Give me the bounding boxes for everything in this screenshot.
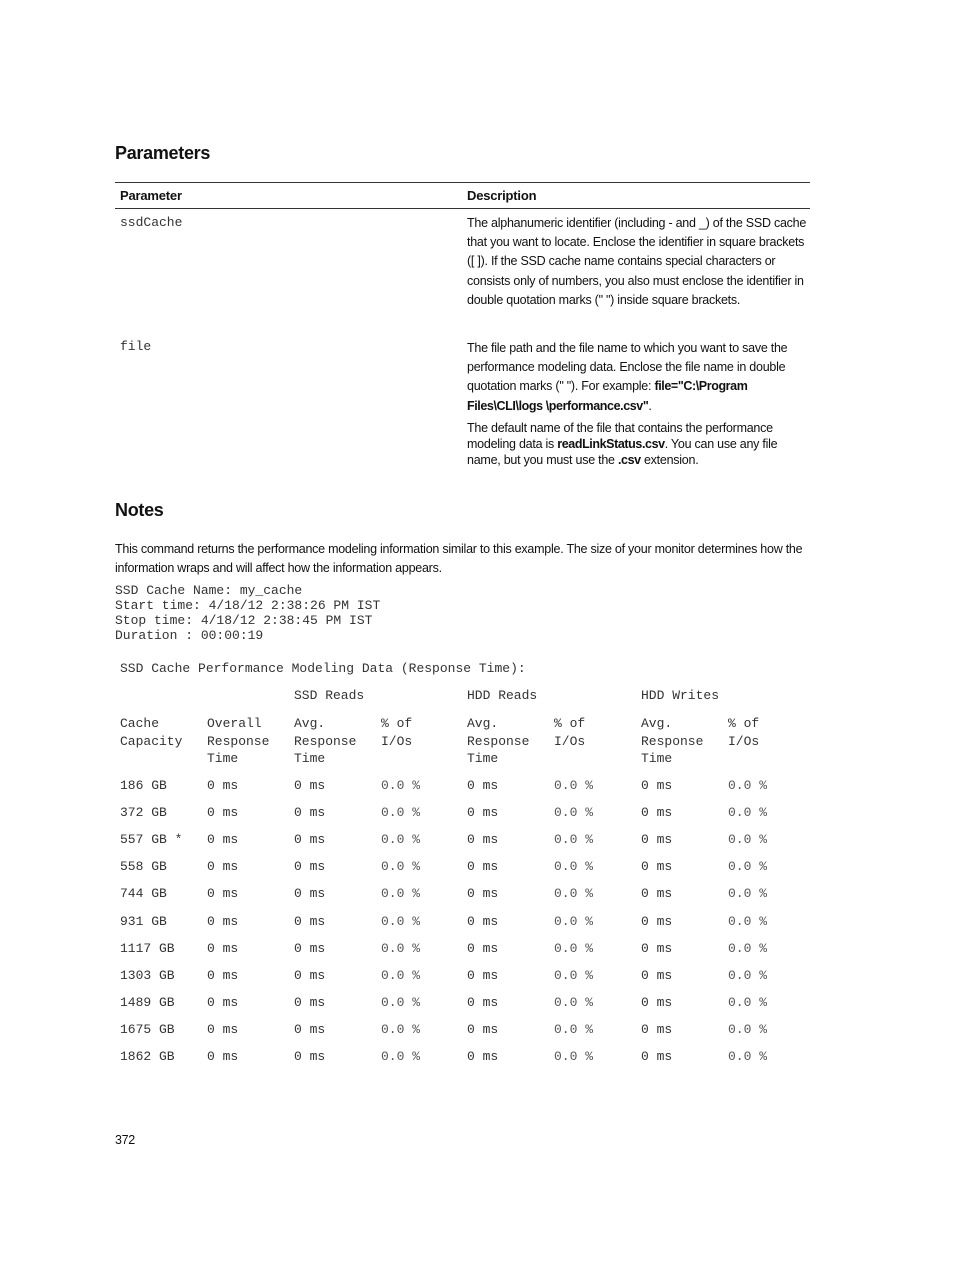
table-cell: 0.0 % — [728, 913, 768, 929]
example-file-value: file="C:\Program Files\CLI\logs \performance.csv" — [467, 379, 748, 413]
table-cell: 0 ms — [294, 994, 326, 1010]
table-cell: 0 ms — [207, 1021, 239, 1037]
table-cell: 0 ms — [207, 940, 239, 956]
example-output-code — [115, 583, 380, 643]
table-cell: 0.0 % — [554, 832, 594, 848]
table-cell: 0.0 % — [381, 859, 421, 875]
notes-heading: Notes — [115, 500, 164, 520]
table-row — [0, 859, 954, 879]
column-header: Overall Response Time — [207, 716, 270, 766]
table-cell: 0.0 % — [554, 859, 594, 875]
table-cell: 0.0 % — [728, 886, 768, 902]
table-cell: 0.0 % — [554, 886, 594, 902]
column-header: Avg. Response Time — [467, 716, 530, 766]
table-cell: 0 ms — [207, 859, 239, 875]
table-cell: 1675 GB — [120, 1021, 175, 1037]
parameter-column-header: Parameter — [120, 188, 182, 203]
table-cell: 0 ms — [641, 940, 673, 956]
column-header: Avg. Response Time — [294, 716, 357, 766]
table-cell: 0.0 % — [728, 994, 768, 1010]
table-cell: 0 ms — [641, 805, 673, 821]
table-cell: 0 ms — [207, 805, 239, 821]
param-desc-text: . — [648, 398, 652, 413]
table-cell: 557 GB * — [120, 832, 183, 848]
param-desc-text: The alphanumeric identifier (including - and _) of the SSD cache that you want to locate. Enclose the identifier in square brackets ([ ]). If the SSD cache name contains special characters or consists only of numbers, you also must enclose the identifier in double quotation marks (" ") inside square brackets. — [467, 216, 807, 307]
table-cell: 1862 GB — [120, 1049, 175, 1064]
table-cell: 0 ms — [207, 832, 239, 848]
parameters-table-header — [115, 183, 810, 209]
table-cell: 0 ms — [467, 994, 499, 1010]
table-cell: 0 ms — [207, 994, 239, 1010]
table-cell: 0.0 % — [728, 832, 768, 848]
table-cell: 0.0 % — [554, 967, 594, 983]
table-cell: 0 ms — [467, 967, 499, 983]
table-cell: 0 ms — [294, 913, 326, 929]
table-cell: 0.0 % — [554, 940, 594, 956]
table-cell: 0 ms — [467, 859, 499, 875]
table-row — [0, 832, 954, 852]
table-cell: 0 ms — [467, 778, 499, 793]
page-number: 372 — [115, 1133, 135, 1147]
table-cell: 0 ms — [207, 778, 239, 793]
table-row — [0, 995, 954, 1015]
perf-table-title: SSD Cache Performance Modeling Data (Response Time): — [120, 661, 526, 676]
table-cell: 0 ms — [467, 886, 499, 902]
table-row — [0, 1022, 954, 1042]
table-cell: 0 ms — [207, 886, 239, 902]
table-row — [0, 1049, 954, 1069]
table-cell: 0.0 % — [381, 940, 421, 956]
table-cell: 0 ms — [467, 913, 499, 929]
table-cell: 558 GB — [120, 859, 167, 875]
table-cell: 0 ms — [467, 1021, 499, 1037]
table-cell: 0 ms — [294, 1049, 326, 1064]
table-cell: 0.0 % — [728, 1021, 768, 1037]
parameters-table — [115, 182, 810, 468]
table-cell: 0 ms — [207, 967, 239, 983]
table-cell: 0.0 % — [728, 859, 768, 875]
param-name-file: file — [120, 339, 152, 354]
param-desc-ssdcache — [467, 214, 807, 310]
table-cell: 0 ms — [641, 913, 673, 929]
group-header-ssd-reads: SSD Reads — [294, 688, 365, 703]
param-desc-file-paragraph-1 — [467, 339, 807, 416]
table-cell: 0 ms — [467, 940, 499, 956]
parameters-heading: Parameters — [115, 143, 211, 163]
table-cell: 0 ms — [294, 805, 326, 821]
table-cell: 0.0 % — [381, 967, 421, 983]
column-header: % of I/Os — [381, 716, 413, 749]
param-desc-file — [467, 339, 807, 469]
param-desc-text: The file path and the file name to which you want to save the performance modeling data. Enclose the file name in double quotation marks (" "). For example: — [467, 341, 788, 394]
param-desc-text: extension. — [640, 453, 699, 468]
table-cell: 0 ms — [294, 886, 326, 902]
column-header: % of I/Os — [728, 716, 760, 749]
table-cell: 0 ms — [467, 1049, 499, 1064]
code-line: Start time: 4/18/12 2:38:26 PM IST — [115, 598, 381, 613]
table-row — [0, 968, 954, 988]
table-cell: 186 GB — [120, 778, 167, 793]
table-cell: 0.0 % — [554, 1049, 594, 1064]
table-cell: 0 ms — [207, 1049, 239, 1064]
table-cell: 0 ms — [641, 1049, 673, 1064]
description-column-header: Description — [467, 188, 537, 203]
table-cell: 0 ms — [641, 994, 673, 1010]
table-cell: 0 ms — [294, 967, 326, 983]
table-cell: 0.0 % — [381, 778, 421, 793]
column-header: % of I/Os — [554, 716, 586, 749]
table-cell: 0.0 % — [381, 1021, 421, 1037]
csv-extension: .csv — [617, 453, 641, 468]
table-cell: 0.0 % — [554, 913, 594, 929]
table-cell: 0 ms — [207, 913, 239, 929]
table-cell: 0.0 % — [381, 913, 421, 929]
table-cell: 0 ms — [641, 859, 673, 875]
table-row — [0, 886, 954, 906]
param-desc-file-paragraph-2 — [467, 420, 807, 469]
table-cell: 1489 GB — [120, 994, 175, 1010]
table-cell: 0.0 % — [554, 805, 594, 821]
table-row — [0, 778, 954, 798]
table-cell: 0 ms — [641, 886, 673, 902]
table-cell: 0 ms — [641, 967, 673, 983]
table-cell: 0.0 % — [728, 967, 768, 983]
table-cell: 0.0 % — [554, 994, 594, 1010]
table-cell: 0 ms — [467, 832, 499, 848]
table-cell: 0 ms — [294, 1021, 326, 1037]
table-cell: 0 ms — [641, 832, 673, 848]
notes-paragraph: This command returns the performance modeling information similar to this example. The size of your monitor determines how the information wraps and will affect how the information appears. — [115, 542, 803, 576]
table-cell: 0 ms — [467, 805, 499, 821]
table-cell: 0.0 % — [554, 1021, 594, 1037]
table-row — [0, 914, 954, 934]
table-cell: 0.0 % — [728, 1049, 768, 1064]
table-cell: 0.0 % — [381, 886, 421, 902]
table-cell: 0 ms — [294, 832, 326, 848]
table-row — [0, 805, 954, 825]
param-desc-text: The default name of the file that contains the performance modeling data is — [467, 420, 773, 452]
code-line: Duration : 00:00:19 — [115, 628, 264, 643]
code-line: SSD Cache Name: my_cache — [115, 583, 303, 598]
param-desc-text: . You can use any file name, but you must use the — [467, 437, 778, 468]
table-cell: 0.0 % — [381, 994, 421, 1010]
table-cell: 0.0 % — [728, 805, 768, 821]
table-cell: 0 ms — [641, 778, 673, 793]
table-cell: 0.0 % — [554, 778, 594, 793]
table-cell: 744 GB — [120, 886, 167, 902]
table-cell: 0.0 % — [728, 778, 768, 793]
table-cell: 1303 GB — [120, 967, 175, 983]
table-cell: 0 ms — [294, 859, 326, 875]
table-row — [0, 941, 954, 961]
default-file-name: readLinkStatus.csv — [557, 437, 665, 452]
table-cell: 931 GB — [120, 913, 167, 929]
table-cell: 372 GB — [120, 805, 167, 821]
table-cell: 0.0 % — [381, 805, 421, 821]
code-line: Stop time: 4/18/12 2:38:45 PM IST — [115, 613, 373, 628]
table-cell: 0.0 % — [381, 832, 421, 848]
group-header-hdd-reads: HDD Reads — [467, 688, 538, 703]
table-cell: 0.0 % — [728, 940, 768, 956]
table-cell: 0 ms — [294, 778, 326, 793]
group-header-hdd-writes: HDD Writes — [641, 688, 720, 703]
column-header: Avg. Response Time — [641, 716, 704, 766]
table-cell: 0 ms — [641, 1021, 673, 1037]
column-header: Cache Capacity — [120, 716, 183, 749]
table-cell: 1117 GB — [120, 940, 175, 956]
table-cell: 0.0 % — [381, 1049, 421, 1064]
table-cell: 0 ms — [294, 940, 326, 956]
param-name-ssdcache: ssdCache — [120, 215, 183, 230]
